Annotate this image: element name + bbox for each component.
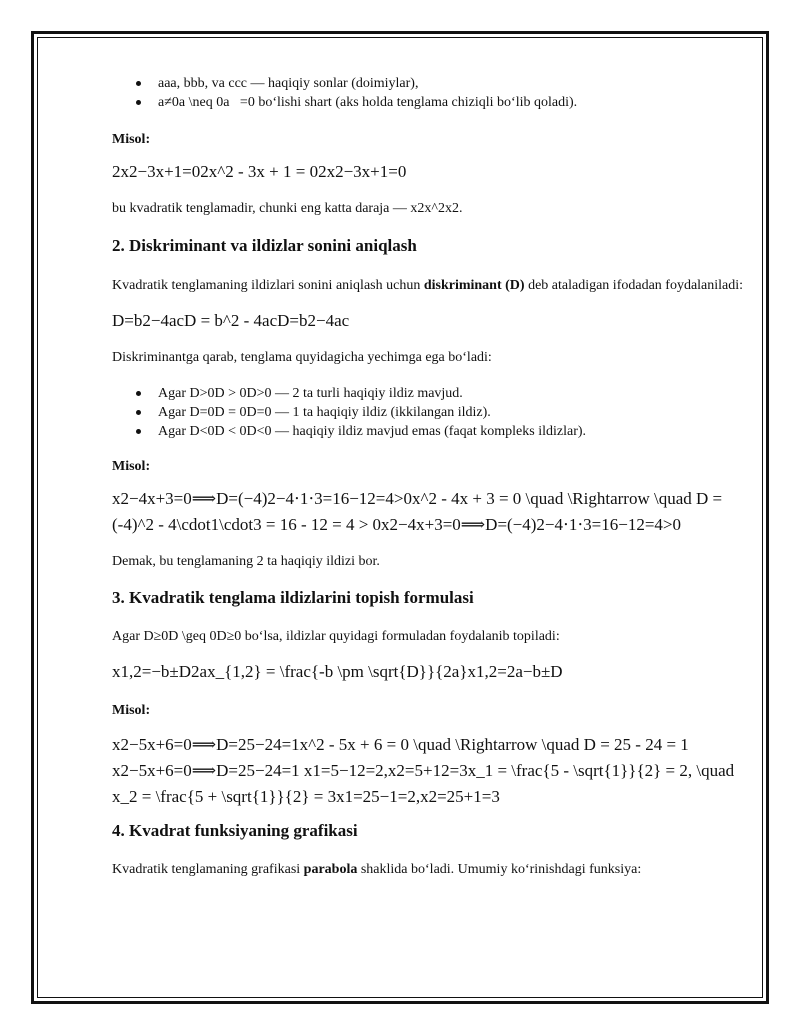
list-item: Agar D=0D = 0D=0 — 1 ta haqiqiy ildiz (ikkilangan ildiz). (112, 403, 752, 422)
list-item: Agar D>0D > 0D>0 — 2 ta turli haqiqiy ildiz mavjud. (112, 384, 752, 403)
bullet-list-cases (112, 384, 752, 441)
example-label: Misol: (112, 703, 151, 718)
text-run: Kvadratik tenglamaning grafikasi (112, 862, 304, 877)
formula-roots-example: x2−5x+6=0⟹D=25−24=1x^2 - 5x + 6 = 0 \quad \Rightarrow \quad D = 25 - 24 = 1 x2−5x+6=0⟹D=25−24=1 x1=5−12=2,x2=5+12=3x_1 = \frac{5 - \sqrt{1}}{2} = 2, \quad x_2 = \frac{5 + \sqrt{1}}{2} = 3x1=25−1=2,x2=25+1=3 (112, 735, 735, 806)
text-run: deb ataladigan ifodadan foydalaniladi: (524, 278, 744, 293)
formula-discriminant-example: x2−4x+3=0⟹D=(−4)2−4⋅1⋅3=16−12=4>0x^2 - 4x + 3 = 0 \quad \Rightarrow \quad D = (-4)^2 - 4\cdot1\cdot3 = 16 - 12 = 4 > 0x2−4x+3=0⟹D=(−4)2−4⋅1⋅3=16−12=4>0 (112, 489, 723, 534)
list-item: a≠0a \neq 0a =0 bo‘lishi shart (aks holda tenglama chiziqli bo‘lib qoladi). (112, 93, 752, 112)
list-item: Agar D<0D < 0D<0 — haqiqiy ildiz mavjud emas (faqat kompleks ildizlar). (112, 422, 752, 441)
paragraph-degree: bu kvadratik tenglamadir, chunki eng katta daraja — x2x^2x2. (112, 201, 463, 216)
paragraph-cases-intro: Diskriminantga qarab, tenglama quyidagicha yechimga ega bo‘ladi: (112, 350, 492, 365)
formula-roots: x1,2=−b±D2ax_{1,2} = \frac{-b \pm \sqrt{D}}{2a}x1,2=2a−b±D (112, 662, 563, 681)
formula-quadratic-example: 2x2−3x+1=02x^2 - 3x + 1 = 02x2−3x+1=0 (112, 162, 407, 181)
bold-term-discriminant: diskriminant (D) (423, 278, 525, 293)
bold-term-parabola: parabola (303, 862, 358, 877)
formula-discriminant: D=b2−4acD = b^2 - 4acD=b2−4ac (112, 311, 350, 330)
document-body (112, 70, 752, 879)
section-heading-graph: 4. Kvadrat funksiyaning grafikasi (112, 821, 358, 840)
section-heading-root-formula: 3. Kvadratik tenglama ildizlarini topish formulasi (112, 588, 474, 607)
text-run: Kvadratik tenglamaning ildizlari sonini aniqlash uchun (112, 278, 424, 293)
paragraph-conclusion: Demak, bu tenglamaning 2 ta haqiqiy ildizi bor. (112, 554, 380, 569)
section-heading-discriminant: 2. Diskriminant va ildizlar sonini aniqlash (112, 236, 417, 255)
example-label: Misol: (112, 132, 151, 147)
example-label: Misol: (112, 459, 151, 474)
paragraph-root-formula-intro: Agar D≥0D \geq 0D≥0 bo‘lsa, ildizlar quyidagi formuladan foydalanib topiladi: (112, 629, 560, 644)
paragraph-discriminant-intro (112, 276, 752, 295)
paragraph-parabola (112, 860, 752, 879)
text-run: shaklida bo‘ladi. Umumiy ko‘rinishdagi funksiya: (357, 862, 642, 877)
bullet-list-coefficients (112, 74, 752, 112)
list-item: aaa, bbb, va ccc — haqiqiy sonlar (doimiylar), (112, 74, 752, 93)
